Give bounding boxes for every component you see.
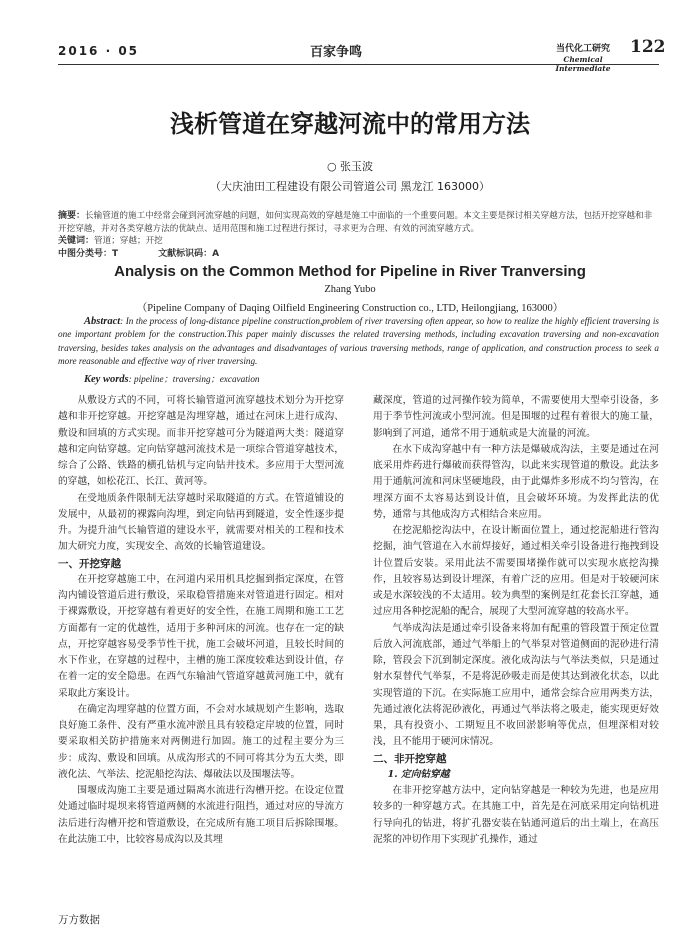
page-number: 122 bbox=[630, 37, 666, 57]
body-paragraph: 藏深度，管道的过河操作较为简单，不需要使用大型牵引设备，多用于季节性河流或小型河流。但是围堰的过程有着很大的施工量，影响到了河道，通常不用于通航或是大流量的河流。 bbox=[373, 395, 659, 439]
abstract-cn-block bbox=[58, 210, 659, 235]
title-en: Analysis on the Common Method for Pipeline in River Tranversing bbox=[114, 263, 586, 280]
body-paragraph: 在确定沟埋穿越的位置方面，不会对水域规划产生影响，选取良好施工条件、没有严重水流冲淤且具有较稳定岸坡的位置，同时要采取相关防护措施来对两侧进行加固。施工的过程主要分为三步：成沟、敷设和回填。从成沟形式的不同可将其分为五大类，即液化法、气举法、挖泥船挖沟法、爆破法以及围堰法等。 bbox=[58, 703, 344, 780]
abstract-cn-text: 长输管道的施工中经常会碰到河流穿越的问题，如何实现高效的穿越是施工中面临的一个重要问题。本文主要是探讨相关穿越方法，包括开挖穿越和非开挖穿越，并对各类穿越方法的优缺点、适用范围和施工过程进行探讨，寻求更为合理、有效的河流穿越方式。 bbox=[58, 211, 653, 234]
author: ○ 张玉波 bbox=[326, 160, 374, 173]
footer-watermark: 万方数据 bbox=[58, 914, 100, 926]
affiliation-en: （Pipeline Company of Daqing Oilfield Engineering Construction co., LTD, Heilongjiang, 163000） bbox=[136, 303, 564, 314]
body-paragraph: 在非开挖穿越方法中，定向钻穿越是一种较为先进，也是应用较多的一种穿越方式。在其施工中，首先是在河底采用定向钻机进行导向孔的钻进，将扩孔器安装在钻通河道后的出土端上，在高压泥浆的冲切作用下实现扩孔操作，通过 bbox=[373, 785, 659, 845]
section-heading: 二、非开挖穿越 bbox=[373, 752, 447, 765]
keywords-cn-label: 关键词： bbox=[58, 236, 95, 247]
body-paragraph: 在受地质条件限制无法穿越时采取隧道的方式。在管道铺设的发展中，从最初的裸露向沟埋，到定向钻再到隧道，安全性逐步提升。为提升油气长输管道的建设水平，就需要对相关的工程和技术加大研究力度，实现安全、高效的长输管道建设。 bbox=[58, 492, 344, 553]
abstract-en-text: : In the process of long-distance pipeline construction,problem of river traversing often appear, so how to realize the highly efficient traversing is one important problem for the construction.This paper mainly discusses the related traversing methods, including excavation traversing and non-excavation traversing, besides takes analysis on the advantages and disadvantages of various traversing methods, range of application, and construction process to seek a more reasonable and effective way of river traversing. bbox=[58, 316, 659, 366]
body-paragraph: 在挖泥船挖沟法中，在设计断面位置上，通过挖泥船进行管沟挖掘，油气管道在入水前焊接好，通过相关牵引设备进行拖拽到设计位置后安装。采用此法不需要围堵操作就可以实现水底挖沟操作，且较容易达到设计埋深，有着广泛的应用。但是对于较硬河床或是水深较浅的不太适用。较为典型的案例是红花套长江穿越，通过应用各种挖泥船的配合，展现了大型河流穿越的较高水平。 bbox=[373, 525, 659, 618]
doc-code-value: A bbox=[212, 248, 220, 259]
keywords-en-text: : pipeline；traversing；excavation bbox=[128, 374, 260, 384]
journal-name-en: Chemical Intermediate bbox=[555, 55, 611, 73]
body-column-left bbox=[58, 393, 344, 848]
body-paragraph: 在开挖穿越施工中，在河道内采用机具挖掘到指定深度，在管沟内铺设管道后进行敷设，采取稳管措施来对管道进行固定。相对于裸露敷设，开挖穿越有着更好的安全性，在施工周期和施工工艺方面都有一定的优越性，适用于多种河床的河流。也存在一定的缺点，开挖穿越容易受季节性干扰，施工会破坏河道，且较长时间的水下作业，在穿越的过程中，主槽的施工深度较难达到设计值，存在着一定的安全隐患。在西气东输油气管道穿越黄河施工中，就有采取此方案设计。 bbox=[58, 573, 344, 699]
class-no-value: T bbox=[112, 248, 119, 259]
keywords-cn-row bbox=[58, 235, 659, 248]
doc-code-label: 文献标识码： bbox=[158, 248, 213, 259]
author-en: Zhang Yubo bbox=[324, 284, 376, 295]
affiliation: （大庆油田工程建设有限公司管道公司 黑龙江 163000） bbox=[210, 180, 490, 193]
keywords-en-label: Key words bbox=[84, 374, 129, 385]
body-paragraph: 围堰成沟施工主要是通过隔离水流进行沟槽开挖。在设定位置处通过临时堤坝来将管道两侧的水流进行阻挡，通过对应的导流方法后进行沟槽开挖和管道敷设，在完成所有施工项目后拆除围堰。在此法施工中，比较容易成沟以及其埋 bbox=[58, 785, 344, 845]
journal-brand bbox=[540, 41, 626, 73]
body-paragraph: 从敷设方式的不同，可将长输管道河流穿越技术划分为开挖穿越和非开挖穿越。开挖穿越是沟埋穿越，通过在河床上进行成沟、敷设和回填的方式实现。而非开挖穿越可分为隧道两大类：隧道穿越和定向钻穿越。定向钻穿越河流技术是一项综合管道穿越技术，综合了公路、铁路的横孔钻机与定向钻井技术。多应用于大型河流的穿越，如松花江、长江、黄河等。 bbox=[58, 395, 344, 488]
issue-label: 2016 · 05 bbox=[58, 44, 140, 58]
subsection-heading: 1. 定向钻穿越 bbox=[387, 768, 450, 780]
classification-row bbox=[58, 248, 659, 261]
class-no-label: 中图分类号： bbox=[58, 248, 113, 259]
section-heading: 一、开挖穿越 bbox=[58, 557, 121, 570]
body-column-right bbox=[373, 393, 659, 848]
body-paragraph: 在水下成沟穿越中有一种方法是爆破成沟法，主要是通过在河底采用炸药进行爆破而获得管沟，以此来实现管道的敷设。此法多用于通航河流和河床坚硬地段，由于此爆炸多形成不均匀管沟，在埋深方面不太容易达到设计值，且会破坏环境。为发挥此法的优势，通常与其他成沟方式相结合来应用。 bbox=[373, 443, 659, 520]
abstract-cn-label: 摘要： bbox=[58, 211, 86, 221]
header-divider bbox=[58, 64, 659, 65]
section-label: 百家争鸣 bbox=[310, 45, 363, 60]
abstract-en bbox=[58, 315, 659, 368]
article-title: 浅析管道在穿越河流中的常用方法 bbox=[170, 110, 530, 138]
journal-name-cn: 当代化工研究 bbox=[555, 44, 610, 54]
body-paragraph: 气举成沟法是通过牵引设备来将加有配重的管段置于预定位置后放入河流底部，通过气举船上的气举泵对管道侧面的泥砂进行清除，管段会下沉到制定深度。液化成沟法与气举法类似，只是通过射水泵替代气举泵，不是将泥砂吸走而是使其达到液化状态，以此实现管道的下沉。在实际施工应用中，通常会综合应用两类方法，先通过液化法将泥砂液化，再通过气举法将之吸走，能实现更好效果，具有投资小、工期短且不收回淤影响等优点，但埋深相对较浅，且不能用于硬河床情况。 bbox=[373, 622, 659, 748]
keywords-cn-text: 管道；穿越；开挖 bbox=[94, 236, 163, 247]
abstract-en-label: Abstract bbox=[84, 316, 121, 327]
abstract-cn bbox=[58, 210, 659, 260]
keywords-en bbox=[84, 371, 260, 385]
